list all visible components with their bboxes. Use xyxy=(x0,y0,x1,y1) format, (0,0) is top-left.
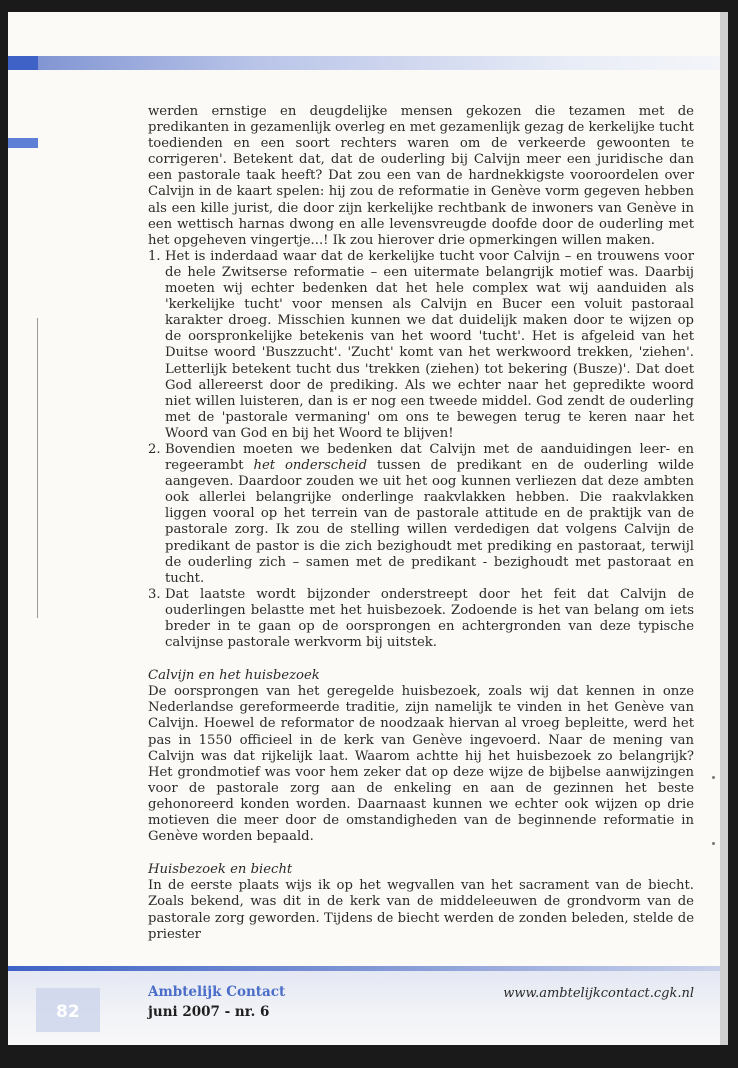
list-item xyxy=(148,249,694,442)
margin-speck xyxy=(712,842,715,845)
header-accent xyxy=(8,56,38,70)
list-text: Het is inderdaad waar dat de kerkelijke tucht voor Calvijn – en trouwens voor de hele Zwitserse reformatie – een uitermate belangrijk motief was. Daarbij moeten wij echter bedenken dat het hele complex wat wij aanduiden als 'kerkelijke tucht' voor mensen als Calvijn en Bucer een voluit pastoraal karakter droeg. Misschien kunnen we dat duidelijk maken door te wijzen op de oorspronkelijke betekenis van het woord 'tucht'. Het is afgeleid van het Duitse woord 'Buszzucht'. 'Zucht' komt van het werkwoord trekken, 'ziehen'. Letterlijk betekent tucht dus 'trekken (ziehen) tot bekering (Busze)'. Dat doet God allereerst door de prediking. Als we echter naar het gepredikte woord niet willen luisteren, dan is er nog een tweede middel. God zendt de ouderling met de 'pastorale vermaning' om ons te bewegen terug te keren naar het Woord van God en bij het Woord te blijven! xyxy=(165,248,694,441)
article-body xyxy=(148,104,694,943)
list-number: 2. xyxy=(148,441,161,457)
margin-marker xyxy=(8,138,38,148)
magazine-name: Ambtelijk Contact xyxy=(148,984,286,1000)
list-text-after: tussen de predikant en de ouderling wilde aangeven. Daardoor zouden we uit het oog kunnen verliezen dat deze ambten ook allerlei belangrijke onderlinge raakvlakken hebben. Die raakvlakken liggen vooral op het terrein van de pastorale attitude en de praktijk van de pastorale zorg. Ik zou de stelling willen verdedigen dat volgens Calvijn de predikant de pastor is die zich bezighoudt met prediking en pastoraat, terwijl de ouderling zich – samen met de predikant - bezighoudt met pastoraat en tucht. xyxy=(165,458,694,586)
list-item xyxy=(148,442,694,587)
section-heading: Calvijn en het huisbezoek xyxy=(148,668,320,684)
numbered-list xyxy=(148,249,694,651)
section-paragraph: De oorsprongen van het geregelde huisbezoek, zoals wij dat kennen in onze Nederlandse gereformeerde traditie, zijn namelijk te vinden in het Genève van Calvijn. Hoewel de reformator de noodzaak hiervan al vroeg bepleitte, werd het pas in 1550 officieel in de kerk van Genève ingevoerd. Naar de mening van Calvijn was dat rijkelijk laat. Waarom achtte hij het huisbezoek zo belangrijk? Het grondmotief was voor hem zeker dat op deze wijze de bijbelse aanwijzingen voor de pastorale zorg aan de enkeling en aan de gezinnen het beste gehonoreerd konden worden. Daarnaast kunnen we echter ook wijzen op drie motieven die meer door de omstandigheden van de beginnende reformatie in Genève worden bepaald. xyxy=(148,684,694,845)
list-number: 1. xyxy=(148,248,161,264)
magazine-issue: juni 2007 - nr. 6 xyxy=(148,1004,270,1020)
page-number: 82 xyxy=(56,1002,80,1022)
list-text-before: Bovendien moeten we bedenken dat Calvijn met de aanduidingen leer- en regeerambt xyxy=(165,441,694,474)
list-item xyxy=(148,587,694,651)
page-edge xyxy=(720,12,728,1045)
margin-rule xyxy=(37,318,38,618)
list-text: Dat laatste wordt bijzonder onderstreept door het feit dat Calvijn de ouderlingen belastte met het huisbezoek. Zodoende is het van belang om iets breder in te gaan op de oorsprongen en achtergronden van deze typische calvijnse pastorale werkvorm bij uitstek. xyxy=(165,586,694,651)
section-paragraph: In de eerste plaats wijs ik op het wegvallen van het sacrament van de biecht. Zoals bekend, was dit in de kerk van de middeleeuwen de grondvorm van de pastorale zorg geworden. Tijdens de biecht werden de zonden beleden, stelde de priester xyxy=(148,878,694,942)
margin-speck xyxy=(712,776,715,779)
section-heading: Huisbezoek en biecht xyxy=(148,862,293,878)
footer xyxy=(8,971,720,1045)
intro-paragraph: werden ernstige en deugdelijke mensen gekozen die tezamen met de predikanten in gezamenlijk overleg en met gezamenlijk gezag de kerkelijke tucht toedienden en een soort rechters waren om de verkeerde gewoonten te corrigeren'. Betekent dat, dat de ouderling bij Calvijn meer een juridische dan een pastorale taak heeft? Dat zou een van de hardnekkigste vooroordelen over Calvijn in de kaart spelen: hij zou de reformatie in Genève vorm gegeven hebben als een kille jurist, die door zijn kerkelijke rechtbank de inwoners van Genève in een wettisch harnas dwong en alle levensvreugde doofde door de ouderling met het opgeheven vingertje...! Ik zou hierover drie opmerkingen willen maken. xyxy=(148,104,694,248)
list-text-emphasis: het onderscheid xyxy=(253,458,368,474)
website-link[interactable]: www.ambtelijkcontact.cgk.nl xyxy=(503,986,694,1001)
list-number: 3. xyxy=(148,586,161,602)
header-color-band xyxy=(8,56,720,70)
